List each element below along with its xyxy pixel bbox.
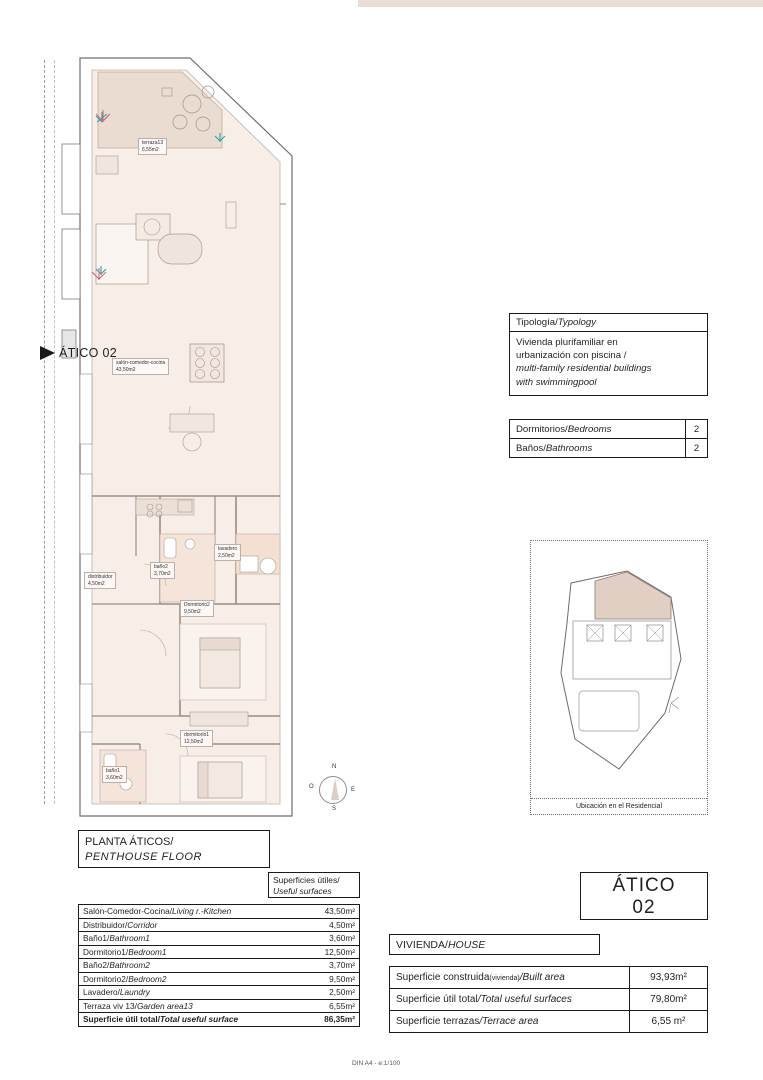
table-row [510, 439, 707, 458]
row-value: 43,50m² [324, 906, 355, 917]
row-name [390, 994, 629, 1005]
room-name: baño1 [106, 768, 120, 774]
room-name: terraza13 [142, 140, 164, 146]
row-value: 9,50m² [329, 973, 355, 984]
top-accent-strip [358, 0, 763, 7]
row-name-es: Dormitorio1 [83, 946, 126, 957]
row-name: Superficie útil total/Total useful surface [83, 1014, 239, 1025]
room-name: baño2 [154, 564, 168, 570]
typology-box [509, 313, 708, 396]
room-name: salón-comedor-cocina [116, 360, 166, 366]
table-row [79, 959, 359, 973]
unit-title-line2: 02 [632, 897, 656, 918]
row-name-es: Superficie terrazas [396, 1016, 480, 1027]
row-name: Baño1/Bathroom1 [83, 933, 150, 944]
row-value: 3,60m² [329, 933, 355, 944]
row-name: Baño2/Bathroom2 [83, 960, 150, 971]
room-label-bano2 [150, 562, 175, 579]
site-location-box [530, 540, 708, 815]
house-header [389, 934, 600, 955]
unit-marker-label: ÁTICO 02 [59, 346, 117, 360]
row-name: Dormitorio1/Bedroom1 [83, 946, 167, 957]
row-name [390, 972, 629, 983]
row-name-es: Baño1 [83, 933, 107, 944]
room-label-terraza13 [138, 138, 167, 155]
typology-en-1: multi-family residential buildings [516, 363, 652, 375]
typology-header-en: Typology [557, 317, 596, 328]
row-value: 93,93m² [629, 967, 707, 988]
row-value: 4,50m² [329, 919, 355, 930]
table-row [79, 986, 359, 1000]
row-name: Salón-Comedor-Cocina/Living r.-Kitchen [83, 906, 232, 917]
row-value: 2,50m² [329, 987, 355, 998]
row-value: 2 [685, 439, 707, 457]
row-name [510, 443, 685, 454]
typology-header [510, 314, 707, 332]
row-name-note: (vivienda) [489, 975, 520, 982]
scale-note: DIN A4 - e:1/100 [352, 1060, 401, 1067]
table-row [510, 420, 707, 439]
row-name-en: Total useful surface [160, 1014, 239, 1025]
plan-drawing [40, 44, 360, 824]
table-row [390, 1011, 707, 1033]
row-value: 86,35m² [324, 1014, 355, 1025]
row-name [510, 424, 685, 435]
unit-title-box [580, 872, 708, 920]
table-row [79, 946, 359, 960]
row-name-es: Lavadero [83, 987, 118, 998]
compass-e: E [351, 787, 356, 793]
row-name-en: Bedrooms [567, 423, 612, 435]
row-name-en: Bedroom2 [128, 973, 167, 984]
row-value: 12,50m² [324, 946, 355, 957]
room-label-bano1 [102, 766, 127, 783]
house-header-en: HOUSE [447, 938, 486, 951]
row-name-en: Bathroom1 [109, 933, 150, 944]
floor-plan [40, 44, 360, 824]
room-name: Dormitorio2 [184, 602, 210, 608]
row-name-en: Bedroom1 [128, 946, 167, 957]
table-row [79, 1000, 359, 1014]
row-name: Terraza viv 13/Garden area13 [83, 1000, 193, 1011]
compass-n: N [332, 764, 337, 770]
row-name-es: Baños/ [516, 442, 546, 454]
row-name: Dormitorio2/Bedroom2 [83, 973, 167, 984]
table-row [390, 967, 707, 989]
row-value: 79,80m² [629, 989, 707, 1010]
table-row [79, 932, 359, 946]
table-row-total [79, 1013, 359, 1027]
site-caption: Ubicación en el Residencial [531, 798, 707, 814]
unit-title-line1: ÁTICO [612, 875, 676, 896]
plan-title-es: PLANTA ÁTICOS/ [85, 836, 174, 848]
room-area: 4,50m2 [88, 580, 105, 587]
room-name: distribuidor [88, 574, 113, 580]
room-name: lavadero [218, 546, 238, 552]
typology-en-2: with swimmingpool [516, 376, 597, 388]
room-area: 3,70m2 [154, 570, 171, 577]
typology-body [510, 332, 707, 395]
table-row [79, 905, 359, 919]
row-name: Distribuidor/Corridor [83, 919, 158, 930]
room-label-salon [112, 358, 169, 375]
site-plan-drawing [553, 563, 693, 783]
row-name-es: Distribuidor [83, 919, 125, 930]
room-area: 6,55m2 [142, 146, 159, 153]
typology-header-es: Tipología/ [516, 317, 558, 328]
room-label-dormitorio1 [180, 730, 213, 747]
compass-needle-icon [331, 778, 339, 800]
row-name-es: Baño2 [83, 960, 107, 971]
row-name-en: Bathrooms [545, 442, 593, 454]
room-area: 2,50m2 [218, 552, 235, 559]
row-name-en: Laundry [119, 987, 150, 998]
useful-surfaces-header-en: Useful surfaces [273, 886, 332, 897]
row-value: 3,70m² [329, 960, 355, 971]
row-name-en: /Total useful surfaces [477, 994, 572, 1005]
typology-es-1: Vivienda plurifamiliar en [516, 337, 618, 348]
room-name: dormitorio1 [184, 732, 210, 738]
house-header-es: VIVIENDA/ [396, 938, 448, 951]
arrow-icon [40, 346, 55, 360]
row-value: 6,55m² [329, 1000, 355, 1011]
useful-surfaces-table [78, 904, 360, 1027]
summary-table [389, 966, 708, 1033]
compass-rose [303, 764, 363, 820]
row-name-es: Superficie construida [396, 972, 490, 983]
unit-marker [40, 346, 117, 360]
table-row [79, 973, 359, 987]
room-area: 9,50m2 [184, 608, 201, 615]
typology-es-2: urbanización con piscina / [516, 350, 627, 362]
table-row [390, 989, 707, 1011]
table-row [79, 919, 359, 933]
row-name-es: Dormitorios/ [516, 423, 568, 435]
row-name [390, 1016, 629, 1027]
row-value: 2 [685, 420, 707, 438]
row-value: 6,55 m² [629, 1011, 707, 1032]
row-name-en: Garden area13 [136, 1000, 193, 1011]
plan-title-en: PENTHOUSE FLOOR [85, 850, 202, 863]
compass-s: S [332, 806, 337, 812]
compass-o: O [309, 784, 314, 790]
room-label-lavadero [214, 544, 241, 561]
row-name-en: Living r.-Kitchen [172, 906, 232, 917]
row-name-en: /Built area [519, 972, 565, 983]
row-name-es: Salón-Comedor-Cocina [83, 906, 170, 917]
useful-surfaces-header [268, 872, 360, 898]
room-label-distribuidor [84, 572, 116, 589]
room-area: 3,60m2 [106, 774, 123, 781]
plan-title-box [78, 830, 270, 868]
row-name-en: Corridor [127, 919, 158, 930]
row-name-es: Superficie útil total [396, 994, 478, 1005]
useful-surfaces-header-es: Superficies útiles/ [273, 875, 340, 885]
row-name-es: Dormitorio2 [83, 973, 126, 984]
room-label-dormitorio2 [180, 600, 214, 617]
room-area: 12,50m2 [184, 738, 204, 745]
room-area: 43,50m2 [116, 366, 136, 373]
row-name-en: Bathroom2 [109, 960, 150, 971]
row-name-es: Superficie útil total [83, 1014, 158, 1025]
row-name-es: Terraza viv 13 [83, 1000, 135, 1011]
row-name-en: /Terrace area [479, 1016, 539, 1027]
row-name: Lavadero/Laundry [83, 987, 150, 998]
rooms-count-table [509, 419, 708, 458]
